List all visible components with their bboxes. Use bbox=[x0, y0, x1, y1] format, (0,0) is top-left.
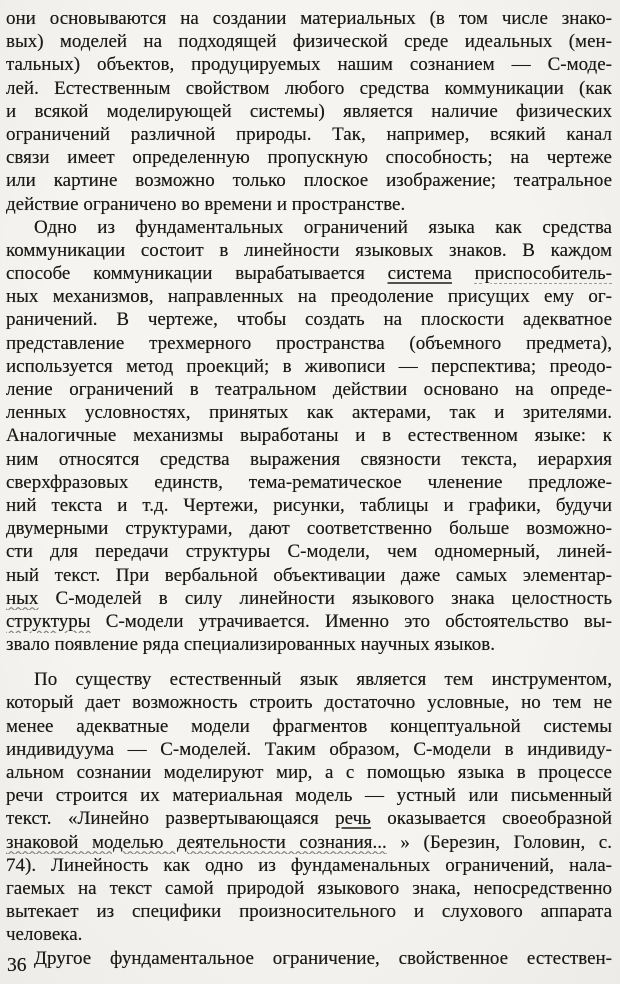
text-segment: текст. «Линейно развертывающаяся bbox=[6, 808, 336, 830]
text-segment: лей. Естественным свойством любого средства коммуникации (как bbox=[6, 77, 612, 99]
text-line bbox=[6, 30, 612, 53]
text-line bbox=[6, 715, 612, 738]
text-segment: вых) моделей на подходящей физической среде идеальных (мен- bbox=[6, 31, 612, 53]
text-segment: ление ограничений в театральном действии основано на опреде- bbox=[6, 379, 612, 400]
text-segment: ный текст. При вербальной объективации даже самых элементар- bbox=[6, 564, 612, 586]
pencil-underline: знаковой моделью деятельности сознания... bbox=[6, 831, 387, 853]
text-segment: вытекает из специфики произносительного и слухового аппарата bbox=[6, 901, 612, 923]
text-segment: действие ограничено во времени и пространстве. bbox=[6, 193, 406, 215]
text-segment: или картине возможно только плоское изображение; театральное bbox=[6, 170, 612, 192]
text-segment: сверхфразовых единств, тема-рематическое членение предложе- bbox=[6, 471, 612, 493]
text-line bbox=[6, 784, 612, 807]
text-segment: который дает возможность строить достаточно условные, но тем не bbox=[6, 692, 612, 714]
text-segment: ограничений различной природы. Так, например, всякий канал bbox=[6, 123, 612, 145]
text-segment: По существу естественный язык является тем инструментом, bbox=[34, 669, 612, 691]
text-line bbox=[6, 494, 612, 517]
text-segment: гаемых на текст самой природой языкового знака, непосредственно bbox=[6, 877, 612, 899]
text-segment: оказывается своеобразной bbox=[370, 808, 612, 830]
text-line bbox=[6, 947, 612, 970]
text-line bbox=[6, 308, 612, 331]
text-line bbox=[6, 900, 612, 923]
text-line bbox=[6, 691, 612, 714]
text-segment: ных механизмов, направленных на преодоление присущих ему ог- bbox=[6, 286, 612, 308]
text-segment: раничений. В чертеже, чтобы создать на плоскости адекватное bbox=[6, 309, 612, 331]
text-segment: речи строится их материальная модель — устный или письменный bbox=[6, 785, 612, 807]
text-segment bbox=[452, 263, 475, 284]
text-segment: менее адекватные модели фрагментов концептуальной системы bbox=[6, 715, 612, 737]
text-segment: 74). Линейность как одно из фундаменальных ограничений, нала- bbox=[6, 854, 612, 876]
text-segment: человека. bbox=[6, 924, 83, 946]
text-line bbox=[6, 378, 612, 401]
text-line bbox=[6, 877, 612, 900]
text-line bbox=[6, 807, 612, 830]
text-line bbox=[6, 471, 612, 494]
text-segment: Одно из фундаментальных ограничений языка как средства bbox=[34, 216, 612, 238]
text-line bbox=[6, 401, 612, 424]
text-line bbox=[6, 77, 612, 100]
text-line bbox=[6, 923, 612, 946]
text-line bbox=[6, 100, 612, 123]
text-segment: альном сознании моделируют мир, а с помощью языка в процессе bbox=[6, 762, 612, 783]
paragraph-4 bbox=[6, 947, 612, 970]
pencil-underline: речь bbox=[335, 808, 371, 830]
text-line bbox=[6, 285, 612, 308]
text-line bbox=[6, 355, 612, 378]
text-line bbox=[6, 610, 612, 633]
text-segment: коммуникации состоит в линейности языковых знаков. В каждом bbox=[6, 239, 612, 261]
text-segment: ним относятся средства выражения связности текста, иерархия bbox=[6, 448, 612, 470]
text-line bbox=[6, 448, 612, 471]
text-segment: они основываются на создании материальных (в том числе знако- bbox=[6, 8, 612, 29]
text-line bbox=[6, 831, 612, 854]
text-line bbox=[6, 216, 612, 239]
text-line bbox=[6, 668, 612, 691]
text-line bbox=[6, 332, 612, 355]
pencil-underline: система bbox=[387, 263, 452, 285]
text-segment: индивидуума — С-моделей. Таким образом, С-модели в индивиду- bbox=[6, 738, 612, 760]
text-line bbox=[6, 761, 612, 784]
text-line bbox=[6, 169, 612, 192]
text-segment: и всякой моделирующей системы) является наличие физических bbox=[6, 100, 612, 122]
text-line bbox=[6, 239, 612, 262]
text-line bbox=[6, 587, 612, 610]
text-line bbox=[6, 540, 612, 563]
pencil-underline: приспособитель- bbox=[474, 263, 612, 285]
text-line bbox=[6, 633, 612, 656]
text-line bbox=[6, 517, 612, 540]
text-segment: ленных условностях, принятых как актерами, так и зрителями. bbox=[6, 402, 612, 424]
text-line bbox=[6, 854, 612, 877]
text-line bbox=[6, 738, 612, 761]
pencil-underline: структуры bbox=[6, 610, 91, 632]
page-number: 36 bbox=[7, 955, 27, 976]
text-segment: Аналогичные механизмы выработаны и в естественном языке: к bbox=[6, 425, 612, 447]
text-line bbox=[6, 564, 612, 587]
text-segment: » (Березин, Головин, с. bbox=[386, 831, 612, 853]
text-line bbox=[6, 53, 612, 76]
text-segment: двумерными структурами, дают соответственно больше возможно- bbox=[6, 518, 612, 540]
text-line bbox=[6, 7, 612, 30]
text-segment: связи имеет определенную пропускную способность; на чертеже bbox=[6, 147, 612, 169]
text-segment: используется метод проекций; в живописи — перспектива; преодо- bbox=[6, 355, 612, 377]
text-segment: сти для передачи структуры С-модели, чем одномерный, линей- bbox=[6, 541, 612, 563]
paragraph-1 bbox=[6, 7, 612, 216]
text-line bbox=[6, 424, 612, 447]
pencil-underline: ных bbox=[6, 587, 39, 609]
text-segment: способе коммуникации вырабатывается bbox=[6, 263, 388, 285]
text-segment: С-модели утрачивается. Именно это обстоятельство вы- bbox=[90, 610, 612, 632]
text-segment: Другое фундаментальное ограничение, свойственное естествен- bbox=[34, 947, 612, 969]
text-segment: ний текста и т.д. Чертежи, рисунки, таблицы и графики, будучи bbox=[6, 494, 612, 516]
text-segment: представление трехмерного пространства (объемного предмета), bbox=[6, 332, 612, 354]
paragraph-3 bbox=[6, 668, 612, 946]
text-segment: С-моделей в силу линейности языкового знака целостность bbox=[38, 587, 612, 609]
text-line bbox=[6, 262, 612, 285]
text-line bbox=[6, 146, 612, 169]
text-line bbox=[6, 193, 612, 216]
text-segment: звало появление ряда специализированных научных языков. bbox=[6, 634, 496, 656]
text-line bbox=[6, 123, 612, 146]
text-block bbox=[6, 7, 612, 970]
paragraph-2 bbox=[6, 216, 612, 657]
text-segment: тальных) объектов, продуцируемых нашим сознанием — С-моде- bbox=[6, 54, 612, 76]
